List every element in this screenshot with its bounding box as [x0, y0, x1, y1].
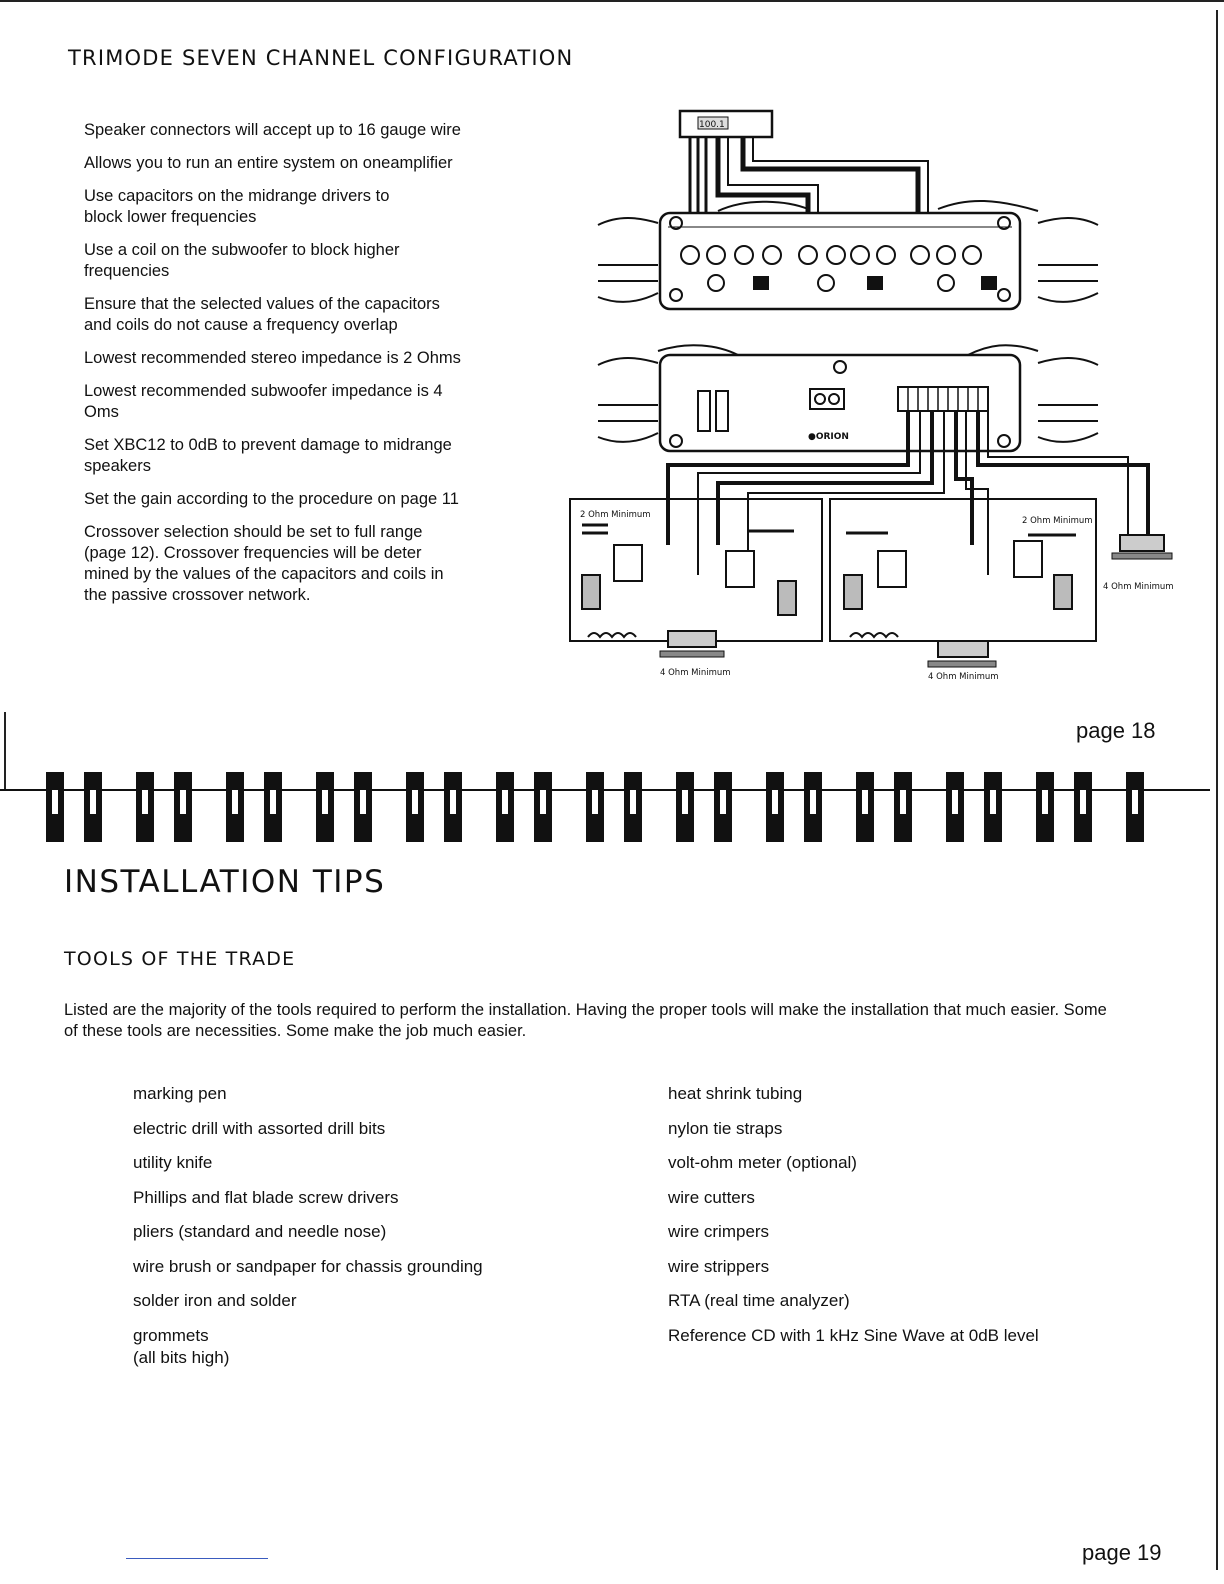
tools-list-right: [668, 1083, 1188, 1359]
tool-item: marking pen: [133, 1084, 227, 1103]
brand-logo-text: ●ORION: [808, 432, 849, 442]
label-4ohm-bottom-left: 4 Ohm Minimum: [660, 668, 731, 678]
config-note: Ensure that the selected values of the capacitors and coils do not cause a frequency overlap: [84, 295, 440, 334]
tool-item: Reference CD with 1 kHz Sine Wave at 0dB level: [668, 1325, 1039, 1345]
config-note: Crossover selection should be set to full range (page 12). Crossover frequencies will be deter mined by the values of the capacitors and coils in the passive crossover network.: [84, 523, 444, 604]
tool-item: wire crimpers: [668, 1222, 770, 1241]
tool-item: wire brush or sandpaper for chassis grounding: [133, 1256, 483, 1276]
tool-item: nylon tie straps: [668, 1118, 783, 1138]
tool-item: utility knife: [133, 1153, 213, 1172]
top-rule: [0, 0, 1224, 2]
tools-intro: Listed are the majority of the tools required to perform the installation. Having the proper tools will make the installation that much easier. Some of these tools are necessities. Some make the job much easier.: [64, 1001, 1107, 1040]
page-number: page 18: [1076, 718, 1156, 743]
spiral-binding: [0, 760, 1224, 844]
config-note: Lowest recommended stereo impedance is 2 Ohms: [84, 349, 461, 367]
installation-heading: INSTALLATION TIPS: [64, 864, 386, 900]
label-2ohm-right: 2 Ohm Minimum: [1022, 516, 1093, 526]
tools-list-left: [133, 1083, 613, 1381]
tool-item: wire cutters: [668, 1187, 755, 1207]
subwoofer-right: [1120, 535, 1164, 551]
config-note: Allows you to run an entire system on oneamplifier: [84, 154, 453, 172]
tools-subheading: TOOLS OF THE TRADE: [64, 948, 296, 970]
head-unit-display: 100.1: [699, 120, 725, 130]
tool-item: Phillips and flat blade screw drivers: [133, 1187, 399, 1207]
tool-item: pliers (standard and needle nose): [133, 1222, 387, 1241]
tool-item-note: (all bits high): [133, 1347, 230, 1367]
wiring-diagram: [568, 105, 1184, 685]
config-note: Use a coil on the subwoofer to block higher frequencies: [84, 241, 400, 280]
section-title: TRIMODE SEVEN CHANNEL CONFIGURATION: [68, 46, 574, 70]
config-note: Set the gain according to the procedure on page 11: [84, 490, 459, 508]
tool-item: volt-ohm meter (optional): [668, 1153, 857, 1172]
tool-item: wire strippers: [668, 1256, 770, 1276]
speaker-group-left: [570, 499, 822, 641]
config-note: Speaker connectors will accept up to 16 gauge wire: [84, 121, 461, 139]
footer-rule: [126, 1558, 268, 1559]
tool-item: RTA (real time analyzer): [668, 1291, 850, 1310]
tool-item: electric drill with assorted drill bits: [133, 1118, 386, 1138]
config-notes: [84, 120, 514, 618]
config-note: Set XBC12 to 0dB to prevent damage to midrange speakers: [84, 436, 452, 475]
label-2ohm-left: 2 Ohm Minimum: [580, 510, 651, 520]
label-4ohm-bottom-right: 4 Ohm Minimum: [928, 672, 999, 682]
config-note: Lowest recommended subwoofer impedance is 4 Oms: [84, 382, 443, 421]
tool-item: solder iron and solder: [133, 1291, 297, 1310]
page-number: page 19: [1082, 1540, 1162, 1565]
config-note: Use capacitors on the midrange drivers to block lower frequencies: [84, 187, 390, 226]
tool-item-label: grommets: [133, 1325, 209, 1345]
label-4ohm-right: 4 Ohm Minimum: [1103, 582, 1174, 592]
tool-item: [133, 1325, 613, 1369]
tool-item: heat shrink tubing: [668, 1084, 803, 1103]
